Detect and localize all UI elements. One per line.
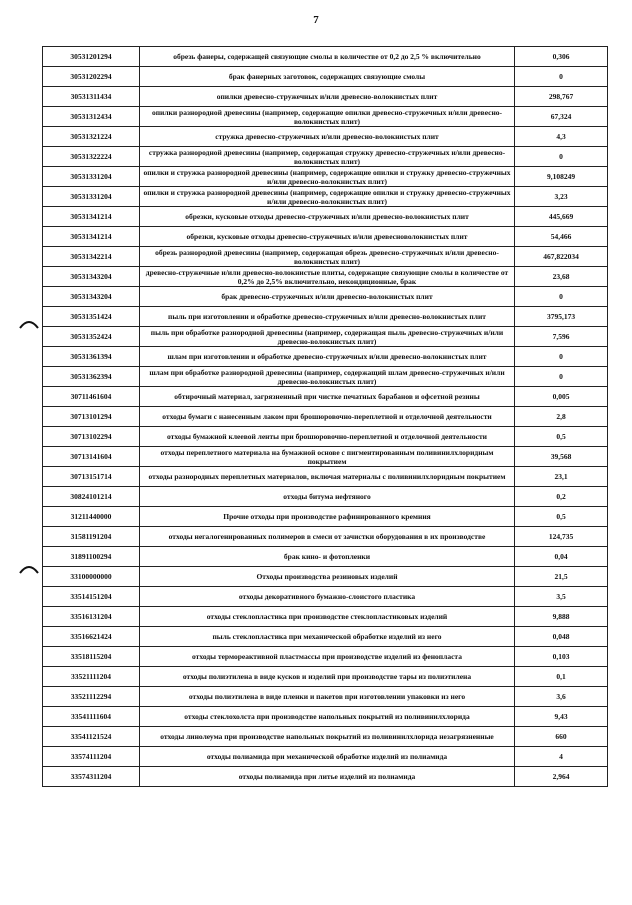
value-cell: 0,04	[515, 547, 608, 567]
value-cell: 4	[515, 747, 608, 767]
name-cell: отходы линолеума при производстве напольных покрытий из поливинилхлорида незагрязненные	[140, 727, 515, 747]
code-cell: 31891100294	[43, 547, 140, 567]
code-cell: 30531311434	[43, 87, 140, 107]
name-cell: шлам при изготовлении и обработке древесно-стружечных и/или древесно-волокнистых плит	[140, 347, 515, 367]
code-cell: 30531202294	[43, 67, 140, 87]
table-row	[43, 367, 608, 387]
value-cell: 54,466	[515, 227, 608, 247]
table-row	[43, 207, 608, 227]
name-cell: стружка древесно-стружечных и/или древесно-волокнистых плит	[140, 127, 515, 147]
value-cell: 0	[515, 347, 608, 367]
name-cell: отходы стеклопластика при производстве стеклопластиковых изделий	[140, 607, 515, 627]
code-cell: 33100000000	[43, 567, 140, 587]
table-row	[43, 127, 608, 147]
code-cell: 31581191204	[43, 527, 140, 547]
code-cell: 30531351424	[43, 307, 140, 327]
code-cell: 31211440000	[43, 507, 140, 527]
name-cell: отходы полиэтилена в виде кусков и изделий при производстве тары из полиэтилена	[140, 667, 515, 687]
value-cell: 0,306	[515, 47, 608, 67]
table-row	[43, 187, 608, 207]
code-cell: 30713101294	[43, 407, 140, 427]
table-row	[43, 647, 608, 667]
table-row	[43, 247, 608, 267]
table-row	[43, 227, 608, 247]
code-cell: 33574311204	[43, 767, 140, 787]
code-cell: 30531342214	[43, 247, 140, 267]
code-cell: 33521112294	[43, 687, 140, 707]
table-row	[43, 527, 608, 547]
value-cell: 298,767	[515, 87, 608, 107]
code-cell: 30531322224	[43, 147, 140, 167]
name-cell: Прочие отходы при производстве рафинированного кремния	[140, 507, 515, 527]
code-cell: 30531343204	[43, 267, 140, 287]
table-row	[43, 567, 608, 587]
code-cell: 30531331204	[43, 187, 140, 207]
table-row	[43, 407, 608, 427]
page-number: 7	[313, 14, 319, 26]
name-cell: пыль при обработке разнородной древесины (например, содержащая пыль древесно-стружечных и/или древесно-волокнистых плит)	[140, 327, 515, 347]
table-row	[43, 427, 608, 447]
table-row	[43, 67, 608, 87]
code-cell: 30531331204	[43, 167, 140, 187]
code-cell: 30713102294	[43, 427, 140, 447]
value-cell: 3795,173	[515, 307, 608, 327]
value-cell: 0,2	[515, 487, 608, 507]
table-row	[43, 627, 608, 647]
name-cell: брак древесно-стружечных и/или древесно-волокнистых плит	[140, 287, 515, 307]
name-cell: древесно-стружечные и/или древесно-волокнистые плиты, содержащие связующие смолы в количестве от 0,2% до 2,5% включительно, некондиционные, брак	[140, 267, 515, 287]
code-cell: 30531201294	[43, 47, 140, 67]
name-cell: обрезки, кусковые отходы древесно-стружечных и/или древесноволокнистых плит	[140, 227, 515, 247]
value-cell: 23,1	[515, 467, 608, 487]
waste-table	[42, 46, 608, 787]
name-cell: отходы разнородных переплетных материалов, включая материалы с поливинилхлоридным покрытием	[140, 467, 515, 487]
table-row	[43, 327, 608, 347]
table-row	[43, 747, 608, 767]
value-cell: 0,103	[515, 647, 608, 667]
table-row	[43, 707, 608, 727]
code-cell: 30531361394	[43, 347, 140, 367]
name-cell: отходы декоративного бумажно-слоистого пластика	[140, 587, 515, 607]
name-cell: обрезь разнородной древесины (например, содержащая обрезь древесно-стружечных и/или древесно-волокнистых плит)	[140, 247, 515, 267]
value-cell: 660	[515, 727, 608, 747]
table-row	[43, 467, 608, 487]
table-row	[43, 487, 608, 507]
table-row	[43, 147, 608, 167]
value-cell: 9,888	[515, 607, 608, 627]
value-cell: 0	[515, 367, 608, 387]
hole-punch-mark	[18, 563, 40, 575]
value-cell: 3,6	[515, 687, 608, 707]
table-row	[43, 387, 608, 407]
name-cell: шлам при обработке разнородной древесины (например, содержащий шлам древесно-стружечных и/или древесно-волокнистых плит)	[140, 367, 515, 387]
name-cell: отходы полиэтилена в виде пленки и пакетов при изготовлении упаковки из него	[140, 687, 515, 707]
value-cell: 445,669	[515, 207, 608, 227]
table-row	[43, 687, 608, 707]
table-row	[43, 107, 608, 127]
value-cell: 0	[515, 67, 608, 87]
table-row	[43, 267, 608, 287]
table-row	[43, 767, 608, 787]
name-cell: опилки разнородной древесины (например, содержащие опилки древесно-стружечных и/или древесно-волокнистых плит)	[140, 107, 515, 127]
code-cell: 33516621424	[43, 627, 140, 647]
hole-punch-mark	[18, 318, 40, 330]
value-cell: 23,68	[515, 267, 608, 287]
code-cell: 30531341214	[43, 227, 140, 247]
value-cell: 0,1	[515, 667, 608, 687]
name-cell: отходы негалогенированных полимеров в смеси от зачистки оборудования в их производстве	[140, 527, 515, 547]
value-cell: 0,048	[515, 627, 608, 647]
code-cell: 30531312434	[43, 107, 140, 127]
code-cell: 30531321224	[43, 127, 140, 147]
value-cell: 2,8	[515, 407, 608, 427]
name-cell: опилки и стружка разнородной древесины (например, содержащие опилки и стружку древесно-стружечных и/или древесно-волокнистых плит)	[140, 167, 515, 187]
table-row	[43, 447, 608, 467]
code-cell: 33541111604	[43, 707, 140, 727]
code-cell: 33518115204	[43, 647, 140, 667]
value-cell: 0,005	[515, 387, 608, 407]
code-cell: 33521111204	[43, 667, 140, 687]
table-row	[43, 167, 608, 187]
name-cell: отходы полиамида при литье изделий из полиамида	[140, 767, 515, 787]
value-cell: 7,596	[515, 327, 608, 347]
name-cell: пыль стеклопластика при механической обработке изделий из него	[140, 627, 515, 647]
name-cell: отходы переплетного материала на бумажной основе с пигментированным поливинилхлоридным покрытием	[140, 447, 515, 467]
code-cell: 33541121524	[43, 727, 140, 747]
table-row	[43, 507, 608, 527]
table-row	[43, 307, 608, 327]
code-cell: 30531341214	[43, 207, 140, 227]
code-cell: 33516131204	[43, 607, 140, 627]
value-cell: 467,822034	[515, 247, 608, 267]
name-cell: отходы бумажной клеевой ленты при брошюровочно-переплетной и отделочной деятельности	[140, 427, 515, 447]
name-cell: обтирочный материал, загрязненный при чистке печатных барабанов и офсетной резины	[140, 387, 515, 407]
value-cell: 0,5	[515, 507, 608, 527]
value-cell: 21,5	[515, 567, 608, 587]
name-cell: стружка разнородной древесины (например, содержащая стружку древесно-стружечных и/или древесно-волокнистых плит)	[140, 147, 515, 167]
table-row	[43, 727, 608, 747]
name-cell: пыль при изготовлении и обработке древесно-стружечных и/или древесно-волокнистых плит	[140, 307, 515, 327]
value-cell: 124,735	[515, 527, 608, 547]
table-row	[43, 47, 608, 67]
name-cell: отходы бумаги с нанесенным лаком при брошюровочно-переплетной и отделочной деятельности	[140, 407, 515, 427]
name-cell: обрезки, кусковые отходы древесно-стружечных и/или древесно-волокнистых плит	[140, 207, 515, 227]
code-cell: 30531362394	[43, 367, 140, 387]
value-cell: 4,3	[515, 127, 608, 147]
code-cell: 30531343204	[43, 287, 140, 307]
value-cell: 2,964	[515, 767, 608, 787]
value-cell: 0	[515, 287, 608, 307]
name-cell: отходы термореактивной пластмассы при производстве изделий из фенопласта	[140, 647, 515, 667]
value-cell: 3,5	[515, 587, 608, 607]
name-cell: отходы полиамида при механической обработке изделий из полиамида	[140, 747, 515, 767]
table-row	[43, 607, 608, 627]
value-cell: 9,108249	[515, 167, 608, 187]
table-row	[43, 667, 608, 687]
code-cell: 30713141604	[43, 447, 140, 467]
name-cell: отходы стеклохолста при производстве напольных покрытий из поливинилхлорида	[140, 707, 515, 727]
code-cell: 30531352424	[43, 327, 140, 347]
value-cell: 0	[515, 147, 608, 167]
table-row	[43, 347, 608, 367]
value-cell: 3,23	[515, 187, 608, 207]
value-cell: 39,568	[515, 447, 608, 467]
name-cell: Отходы производства резиновых изделий	[140, 567, 515, 587]
table-row	[43, 87, 608, 107]
code-cell: 30713151714	[43, 467, 140, 487]
code-cell: 30711461604	[43, 387, 140, 407]
name-cell: обрезь фанеры, содержащей связующие смолы в количестве от 0,2 до 2,5 % включительно	[140, 47, 515, 67]
name-cell: опилки древесно-стружечных и/или древесно-волокнистых плит	[140, 87, 515, 107]
name-cell: отходы битума нефтяного	[140, 487, 515, 507]
table-row	[43, 287, 608, 307]
code-cell: 33514151204	[43, 587, 140, 607]
value-cell: 67,324	[515, 107, 608, 127]
value-cell: 0,5	[515, 427, 608, 447]
name-cell: брак фанерных заготовок, содержащих связующие смолы	[140, 67, 515, 87]
name-cell: брак кино- и фотопленки	[140, 547, 515, 567]
table-row	[43, 587, 608, 607]
code-cell: 33574111204	[43, 747, 140, 767]
table-row	[43, 547, 608, 567]
code-cell: 30824101214	[43, 487, 140, 507]
name-cell: опилки и стружка разнородной древесины (например, содержащие опилки и стружку древесно-стружечных и/или древесно-волокнистых плит)	[140, 187, 515, 207]
value-cell: 9,43	[515, 707, 608, 727]
